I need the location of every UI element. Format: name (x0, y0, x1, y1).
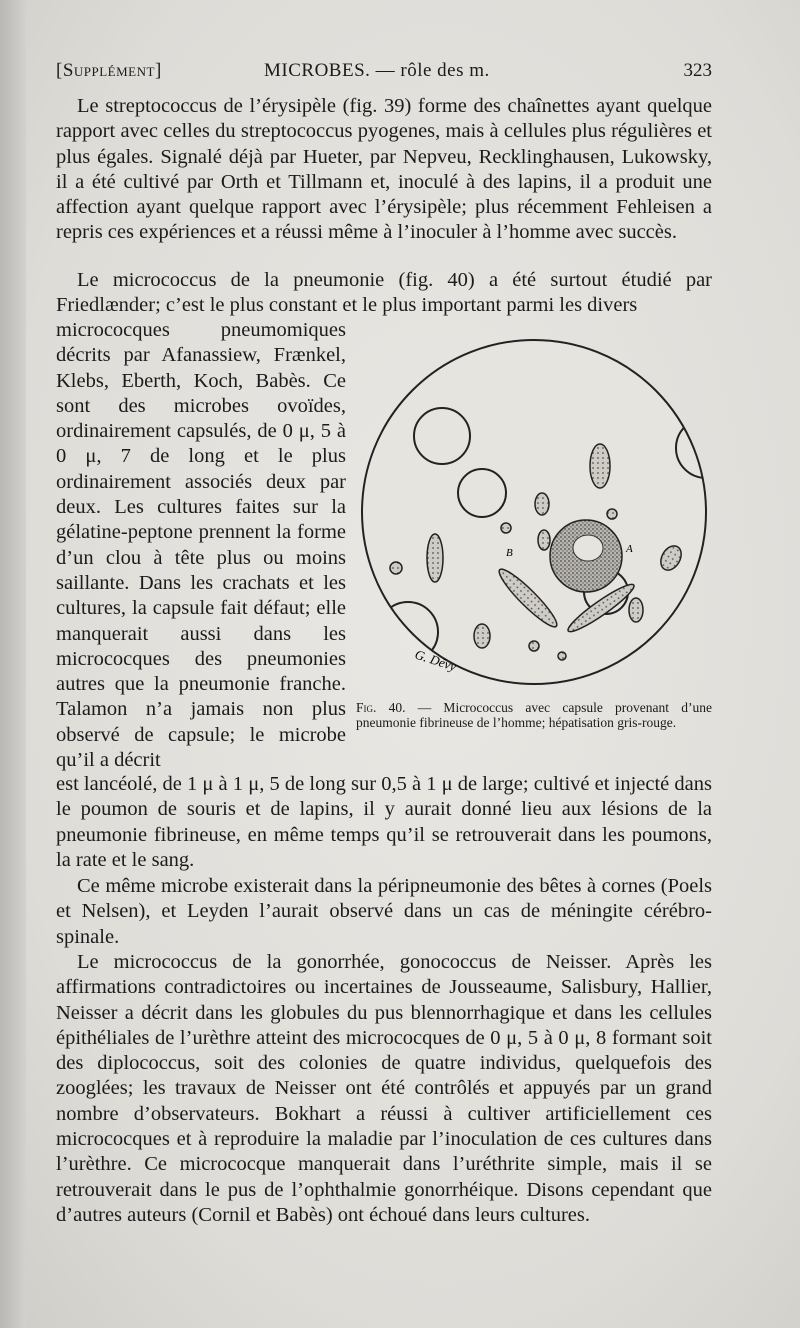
micrococcus (558, 652, 566, 660)
micrococcus (529, 641, 539, 651)
figure-caption-label: Fig. 40. (356, 700, 406, 715)
micrococcus (607, 509, 617, 519)
paragraph-streptococcus: Le streptococcus de l’érysipèle (fig. 39) forme des chaînettes ayant quelque rapport avec celles du streptococcus pyogenes, mais à cellules plus régulières et plus égales. Signalé déjà par Hueter, par Nepveu, Recklinghausen, Lukowsky, il a été cultivé par Orth et Tillmann et, inoculé à des lapins, il a produit une affection ayant quelque rapport avec l’érysipèle; plus récemment Fehleisen a repris ces expériences et a réussi même à l’inoculer à l’homme avec succès. (56, 95, 712, 244)
book-gutter (0, 0, 26, 1328)
paragraph-pneumonie-continued: est lancéolé, de 1 μ à 1 μ, 5 de long sur 0,5 à 1 μ de large; cultivé et injecté dans le poumon de souris et de lapins, il y aurait donné lieu aux lésions de la pneumonie fibrineuse, en même temps qu’il se retrouverait dans les poumons, la rate et le sang. (56, 773, 712, 871)
encapsulated-diplococcus (535, 493, 549, 515)
encapsulated-diplococcus (474, 624, 490, 648)
page-number: 323 (683, 60, 712, 81)
micrococcus (698, 420, 706, 428)
micrococcus-illustration (356, 336, 712, 688)
cell-vacuole (573, 535, 603, 561)
paragraph-pneumonie-wrapped: micrococques pneumomiques décrits par Afanassiew, Frænkel, Klebs, Eberth, Koch, Babès. Ce sont des microbes ovoïdes, ordinairement capsulés, de 0 μ, 5 à 0 μ, 7 de long et le plus ordinairement associés deux par deux. Les cultures faites sur la gélatine-peptone prennent la forme d’un clou à tête plus ou moins saillante. Dans les crachats et les cultures, la capsule fait défaut; elle manquerait aussi dans les micrococques des pneumonies autres que la pneumonie franche. Talamon n’a jamais non plus observé de capsule; le microbe qu’il a décrit (56, 319, 346, 772)
microscope-field (362, 340, 706, 684)
micrococcus (501, 523, 511, 533)
engraver-signature: G. Dévy (413, 646, 459, 675)
encapsulated-diplococcus (590, 444, 610, 488)
running-title: MICROBES. — rôle des m. (264, 60, 490, 81)
paragraph-pneumonie-intro: Le micrococcus de la pneumonie (fig. 40) a été surtout étudié par Friedlænder; c’est le plus constant et le plus important parmi les divers (56, 269, 712, 317)
encapsulated-diplococcus (427, 534, 443, 582)
section-label: [Supplément] (56, 60, 162, 81)
figure-40 (356, 336, 712, 688)
paragraph-gonorrhee: Le micrococcus de la gonorrhée, gonococcus de Neisser. Après les affirmations contradictoires ou incertaines de Jousseaume, Salisbury, Hallier, Neisser a décrit dans les globules du pus blennorrhagique et dans les cellules épithéliales de l’urèthre atteint des micrococques de 0 μ, 5 à 0 μ, 8 formant soit des diplococcus, soit des colonies de quatre individus, quelquefois des zooglées; les travaux de Neisser ont été contrôlés et appuyés par un grand nombre d’observateurs. Bokhart a réussi à cultiver artificiellement ces micrococques et à reproduire la maladie par l’inoculation de ces cultures dans l’urèthre. Ce micrococque manquerait dans l’uréthrite simple, mais il se retrouverait dans le pus de l’ophthalmie gonorrhéique. Disons cependant que d’autres auteurs (Cornil et Babès) ont échoué dans leurs cultures. (56, 951, 712, 1226)
figure-caption-text: — Micrococcus avec capsule provenant d’une pneumonie fibrineuse de l’homme; hépatisation gris-rouge. (356, 700, 712, 730)
paragraph-peripneumonie: Ce même microbe existerait dans la péripneumonie des bêtes à cornes (Poels et Nelsen), et Leyden l’aurait observé dans un cas de méningite cérébro-spinale. (56, 875, 712, 948)
figure-label-b: B (506, 547, 513, 559)
micrococcus (390, 562, 402, 574)
figure-label-a: A (626, 543, 633, 555)
encapsulated-diplococcus (538, 530, 550, 550)
figure-caption (356, 700, 712, 730)
running-header (56, 60, 712, 86)
encapsulated-diplococcus (629, 598, 643, 622)
